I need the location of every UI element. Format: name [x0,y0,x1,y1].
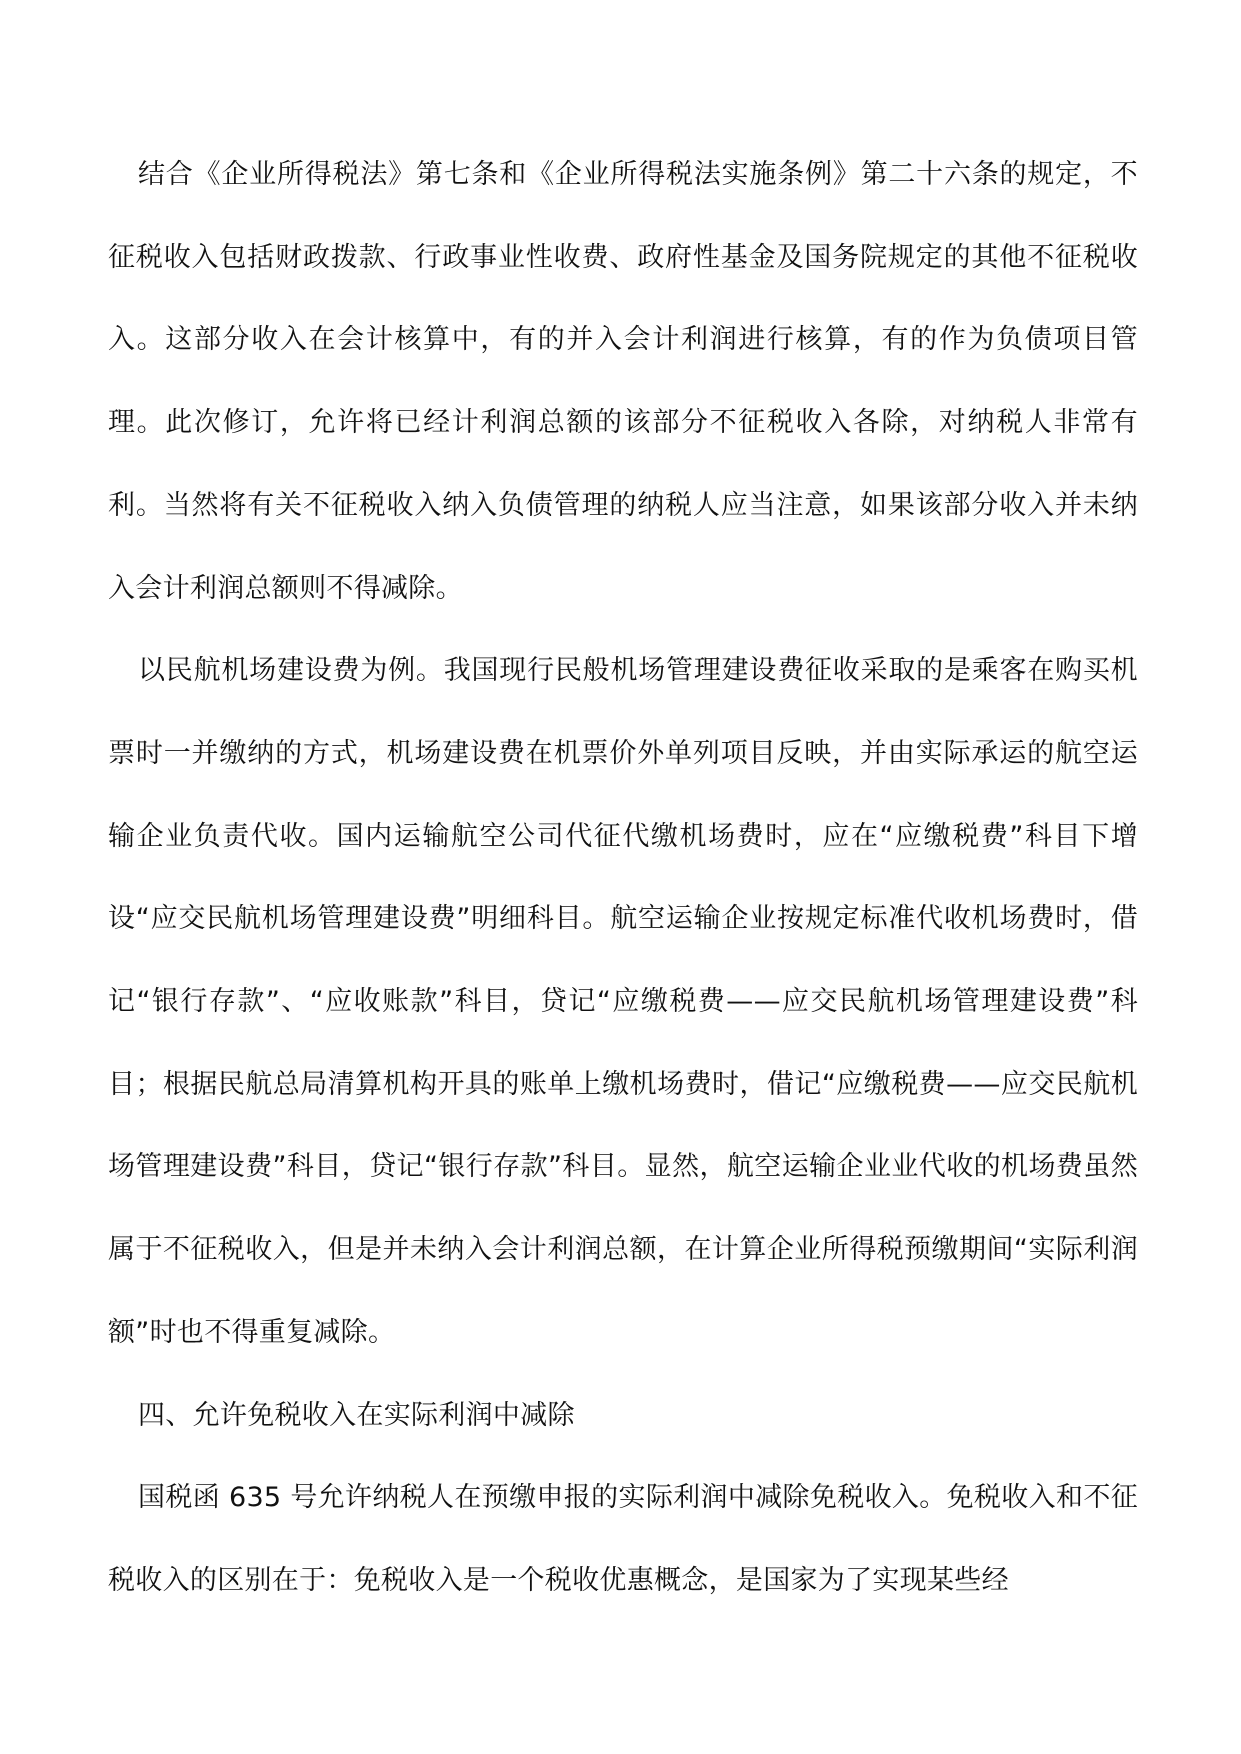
paragraph-tax-exempt-vs-non-taxable: 国税函 635 号允许纳税人在预缴申报的实际利润中减除免税收入。免税收入和不征税收入的区别在于：免税收入是一个税收优惠概念，是国家为了实现某些经 [108,1482,1138,1596]
paragraph-non-taxable-income: 结合《企业所得税法》第七条和《企业所得税法实施条例》第二十六条的规定，不征税收入包括财政拨款、行政事业性收费、政府性基金及国务院规定的其他不征税收入。这部分收入在会计核算中，有的并入会计利润进行核算，有的作为负债项目管理。此次修订，允许将已经计利润总额的该部分不征税收入各除，对纳税人非常有利。当然将有关不征税收入纳入负债管理的纳税人应当注意，如果该部分收入并未纳入会计利润总额则不得减除。 [108,159,1138,604]
section-heading-tax-exempt-income: 四、允许免税收入在实际利润中减除 [138,1399,575,1431]
paragraph-airport-construction-fee-example: 以民航机场建设费为例。我国现行民般机场管理建设费征收采取的是乘客在购买机票时一并缴纳的方式，机场建设费在机票价外单列项目反映，并由实际承运的航空运输企业负责代收。国内运输航空公司代征代缴机场费时，应在“应缴税费”科目下增设“应交民航机场管理建设费”明细科目。航空运输企业按规定标准代收机场费时，借记“银行存款”、“应收账款”科目，贷记“应缴税费——应交民航机场管理建设费”科目；根据民航总局清算机构开具的账单上缴机场费时，借记“应缴税费——应交民航机场管理建设费”科目，贷记“银行存款”科目。显然，航空运输企业业代收的机场费虽然属于不征税收入，但是并未纳入会计利润总额，在计算企业所得税预缴期间“实际利润额”时也不得重复减除。 [108,655,1138,1348]
document-body [108,134,1138,1623]
